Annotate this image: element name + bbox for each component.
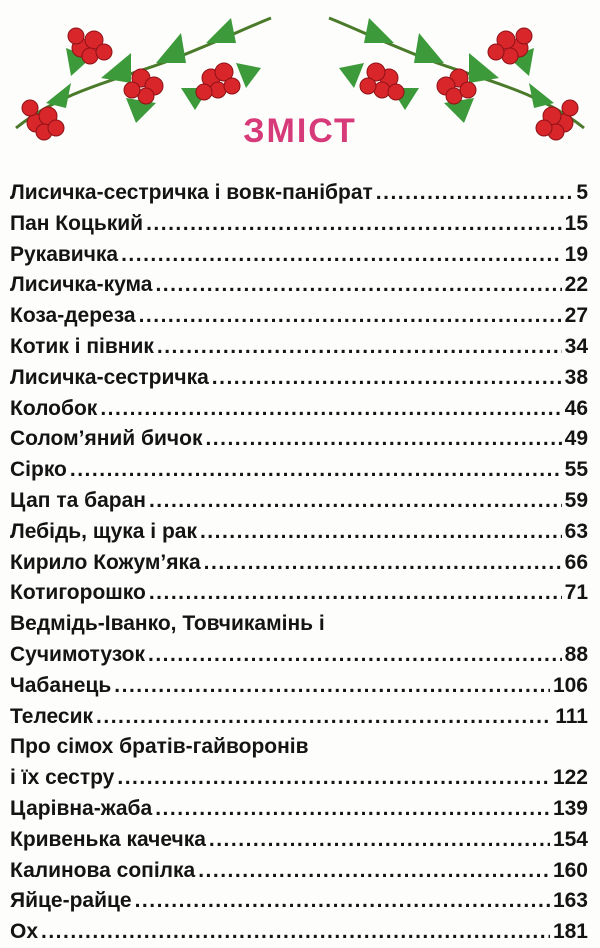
toc-entry-title: Лебідь, щука і рак bbox=[10, 519, 197, 543]
toc-entry-title: Лисичка-сестричка bbox=[10, 365, 209, 389]
toc-entry-page: 55 bbox=[564, 458, 588, 482]
dot-leader bbox=[117, 763, 550, 794]
toc-entry bbox=[10, 455, 588, 486]
toc-entry-title: Цап та баран bbox=[10, 488, 146, 512]
dot-leader bbox=[157, 332, 562, 363]
toc-entry-page: 34 bbox=[564, 334, 588, 358]
toc-entry-title: Колобок bbox=[10, 396, 98, 420]
toc-entry bbox=[10, 548, 588, 579]
toc-entry-page: 38 bbox=[564, 365, 588, 389]
dot-leader bbox=[149, 486, 562, 517]
toc-entry-title: Чабанець bbox=[10, 673, 112, 697]
toc-entry-page: 181 bbox=[552, 920, 588, 944]
toc-entry bbox=[10, 917, 588, 948]
toc-entry-page: 106 bbox=[552, 673, 588, 697]
toc-entry-page: 71 bbox=[564, 581, 588, 605]
dot-leader bbox=[100, 394, 561, 425]
toc-entry-page: 160 bbox=[552, 858, 588, 882]
toc-entry-title: Лисичка-кума bbox=[10, 273, 153, 297]
toc-entry-page: 49 bbox=[564, 427, 588, 451]
toc-entry-title: Кирило Кожум’яка bbox=[10, 550, 201, 574]
toc-entry bbox=[10, 301, 588, 332]
dot-leader bbox=[205, 424, 561, 455]
toc-entry-page: 63 bbox=[564, 519, 588, 543]
toc-entry-page: 15 bbox=[564, 211, 588, 235]
dot-leader bbox=[376, 178, 574, 209]
toc-entry-title: Коза-дереза bbox=[10, 304, 136, 328]
dot-leader bbox=[146, 209, 562, 240]
dot-leader bbox=[155, 270, 561, 301]
dot-leader bbox=[96, 702, 552, 733]
toc-entry bbox=[10, 886, 588, 917]
toc-entry-page: 163 bbox=[552, 889, 588, 913]
dot-leader bbox=[200, 517, 562, 548]
toc-entry-title: Котик і півник bbox=[10, 334, 154, 358]
toc-entry-page: 27 bbox=[564, 304, 588, 328]
dot-leader bbox=[114, 671, 550, 702]
toc-entry-page: 88 bbox=[564, 642, 588, 666]
toc-entry-page: 46 bbox=[564, 396, 588, 420]
dot-leader bbox=[198, 856, 550, 887]
toc-entry-line bbox=[10, 732, 588, 763]
toc-entry bbox=[10, 209, 588, 240]
toc-entry-title: Кривенька качечка bbox=[10, 827, 206, 851]
toc-entry-page: 5 bbox=[576, 181, 588, 204]
toc-entry-title: Лисичка-сестричка і вовк-панібрат bbox=[10, 181, 373, 204]
toc-entry bbox=[10, 578, 588, 609]
toc-entry bbox=[10, 486, 588, 517]
toc-entry bbox=[10, 394, 588, 425]
toc-entry-page: 19 bbox=[564, 242, 588, 266]
toc-entry-page: 139 bbox=[552, 796, 588, 820]
toc-entry bbox=[10, 178, 588, 209]
toc-entry-title: Сірко bbox=[10, 458, 67, 482]
toc-entry bbox=[10, 424, 588, 455]
toc-entry bbox=[10, 856, 588, 887]
toc-entry-title: Пан Коцький bbox=[10, 211, 144, 235]
toc-entry-title: Калинова сопілка bbox=[10, 858, 196, 882]
toc-entry-title: і їх сестру bbox=[10, 766, 115, 790]
toc-entry-page: 122 bbox=[552, 766, 588, 790]
toc-entry-title: Яйце-райце bbox=[10, 889, 132, 913]
dot-leader bbox=[155, 794, 550, 825]
dot-leader bbox=[135, 886, 550, 917]
toc-entry-page: 154 bbox=[552, 827, 588, 851]
toc-entry-title: Про сімох братів-гайворонів bbox=[10, 735, 309, 759]
toc-entry bbox=[10, 270, 588, 301]
toc-entry bbox=[10, 332, 588, 363]
dot-leader bbox=[139, 301, 562, 332]
toc-entry bbox=[10, 240, 588, 271]
toc-entry-title: Котигорошко bbox=[10, 581, 146, 605]
toc-entry-page: 59 bbox=[564, 488, 588, 512]
toc-entry bbox=[10, 763, 588, 794]
toc-entry-title: Ох bbox=[10, 920, 39, 944]
dot-leader bbox=[149, 578, 562, 609]
toc-entry-line bbox=[10, 609, 588, 640]
toc-entry-title: Солом’яний бичок bbox=[10, 427, 203, 451]
page-title: ЗМІСТ bbox=[243, 112, 357, 150]
dot-leader bbox=[70, 455, 562, 486]
toc-entry bbox=[10, 640, 588, 671]
dot-leader bbox=[148, 640, 562, 671]
toc-entry bbox=[10, 671, 588, 702]
toc-entry bbox=[10, 794, 588, 825]
toc-entry bbox=[10, 517, 588, 548]
toc-entry bbox=[10, 825, 588, 856]
dot-leader bbox=[209, 825, 550, 856]
dot-leader bbox=[41, 917, 550, 948]
toc-entry-title: Ведмідь-Іванко, Товчикамінь і bbox=[10, 612, 325, 636]
toc-entry-title: Телесик bbox=[10, 704, 94, 728]
toc-entry-page: 22 bbox=[564, 273, 588, 297]
toc-entry-title: Сучимотузок bbox=[10, 642, 145, 666]
toc-entry-title: Царівна-жаба bbox=[10, 796, 153, 820]
dot-leader bbox=[121, 240, 562, 271]
toc-entry-page: 111 bbox=[555, 704, 588, 728]
toc-entry bbox=[10, 702, 588, 733]
dot-leader bbox=[212, 363, 562, 394]
table-of-contents bbox=[10, 178, 588, 948]
toc-entry-title: Рукавичка bbox=[10, 242, 119, 266]
toc-entry bbox=[10, 363, 588, 394]
toc-entry-page: 66 bbox=[564, 550, 588, 574]
dot-leader bbox=[204, 548, 562, 579]
header bbox=[0, 0, 600, 160]
